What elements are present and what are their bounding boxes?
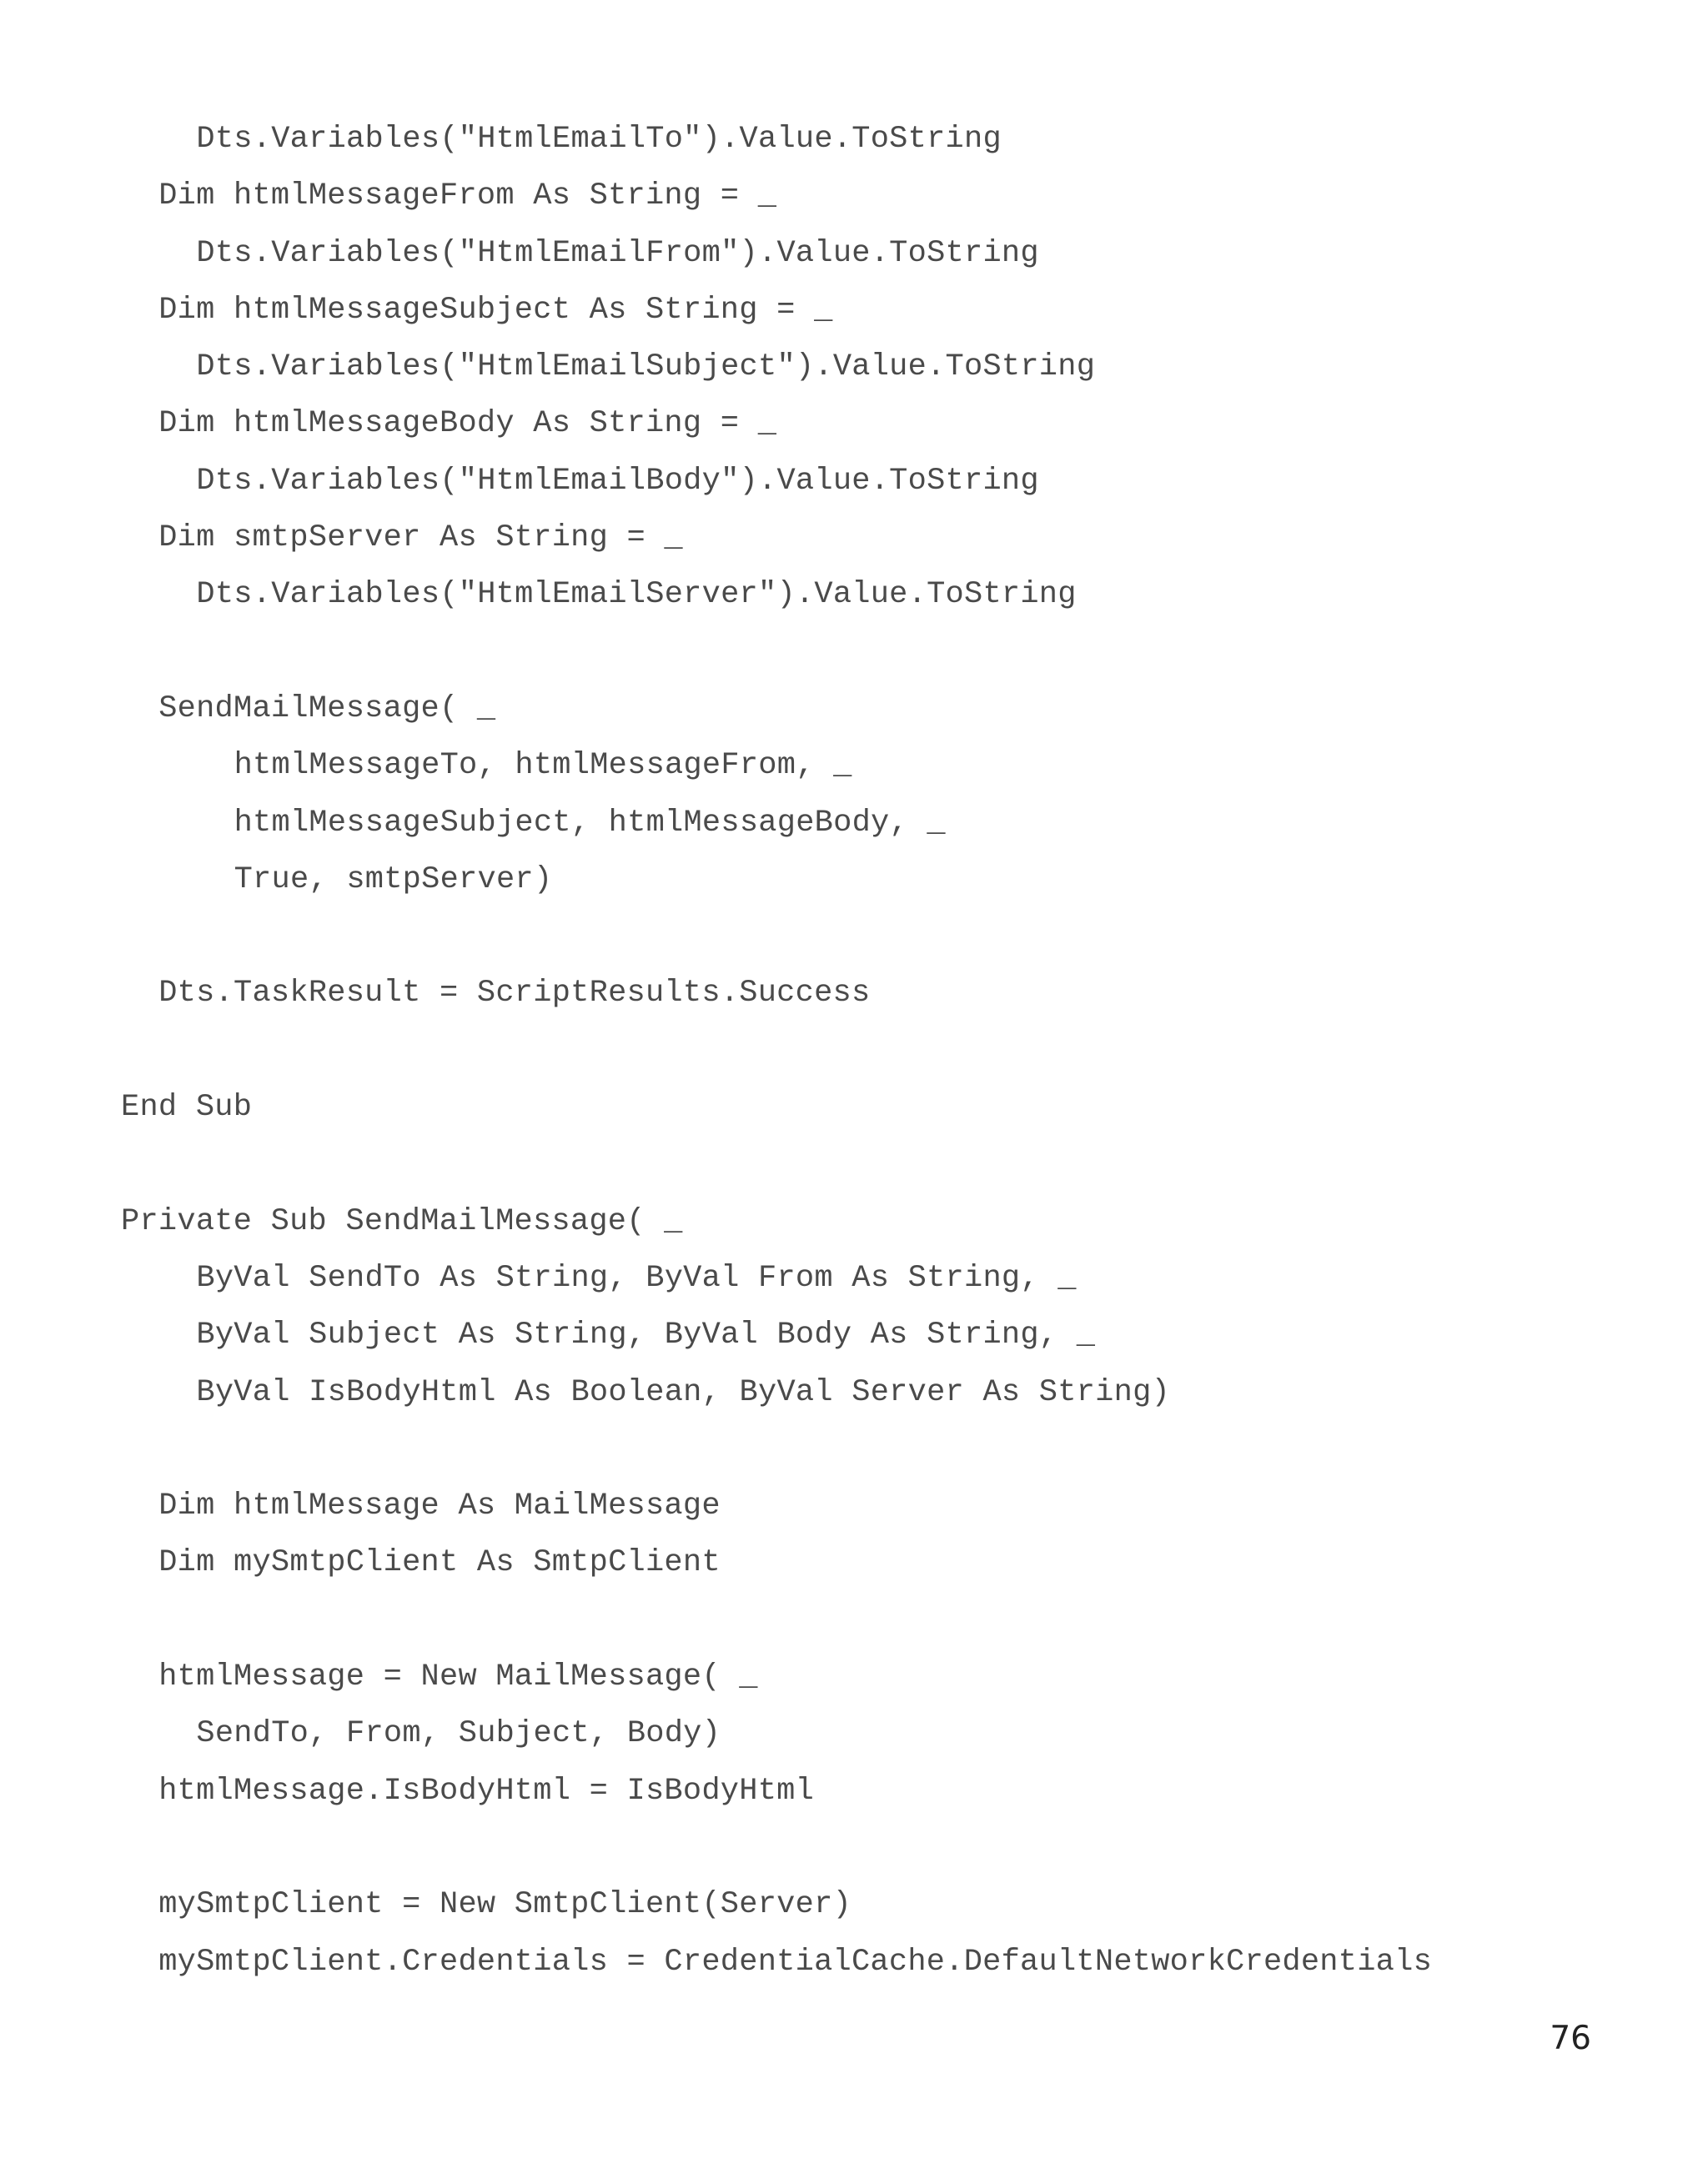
code-line: htmlMessage = New MailMessage( _ [158,1659,758,1695]
code-line: Dts.TaskResult = ScriptResults.Success [158,976,871,1012]
code-line: Dim htmlMessage As MailMessage [158,1489,721,1524]
code-line: Dts.Variables("HtmlEmailTo").Value.ToString [196,122,1002,157]
code-line: ByVal Subject As String, ByVal Body As String, _ [196,1318,1096,1353]
code-line: Dim smtpServer As String = _ [158,520,683,556]
code-line: Private Sub SendMailMessage( _ [121,1203,683,1239]
code-line: mySmtpClient = New SmtpClient(Server) [158,1887,851,1923]
code-line: End Sub [121,1090,253,1126]
code-line: SendMailMessage( _ [158,690,496,726]
code-line: ByVal IsBodyHtml As Boolean, ByVal Server As String) [196,1374,1170,1410]
code-listing [0,117,1708,1996]
code-line: ByVal SendTo As String, ByVal From As String, _ [196,1260,1077,1296]
code-line: Dts.Variables("HtmlEmailSubject").Value.ToString [196,349,1096,385]
blank-line [0,630,1708,686]
blank-line [0,1825,1708,1882]
code-line: Dim htmlMessageSubject As String = _ [158,292,833,328]
code-line: Dts.Variables("HtmlEmailServer").Value.ToString [196,577,1077,613]
blank-line [0,1427,1708,1484]
code-line: Dim htmlMessageBody As String = _ [158,406,777,442]
blank-line [0,1028,1708,1085]
blank-line [0,1598,1708,1654]
code-line: SendTo, From, Subject, Body) [196,1716,721,1752]
blank-line [0,914,1708,971]
code-line: htmlMessage.IsBodyHtml = IsBodyHtml [158,1773,815,1809]
code-line: htmlMessageSubject, htmlMessageBody, _ [234,805,946,841]
code-line: htmlMessageTo, htmlMessageFrom, _ [234,748,852,784]
code-line: Dts.Variables("HtmlEmailBody").Value.ToString [196,463,1039,499]
code-line: Dim htmlMessageFrom As String = _ [158,178,777,214]
code-line: True, smtpServer) [234,861,553,897]
code-line: mySmtpClient.Credentials = CredentialCache.DefaultNetworkCredentials [158,1944,1433,1980]
code-line: Dim mySmtpClient As SmtpClient [158,1545,721,1581]
code-line: Dts.Variables("HtmlEmailFrom").Value.ToString [196,235,1039,271]
blank-line [0,1142,1708,1198]
page-number: 76 [1550,2020,1591,2057]
